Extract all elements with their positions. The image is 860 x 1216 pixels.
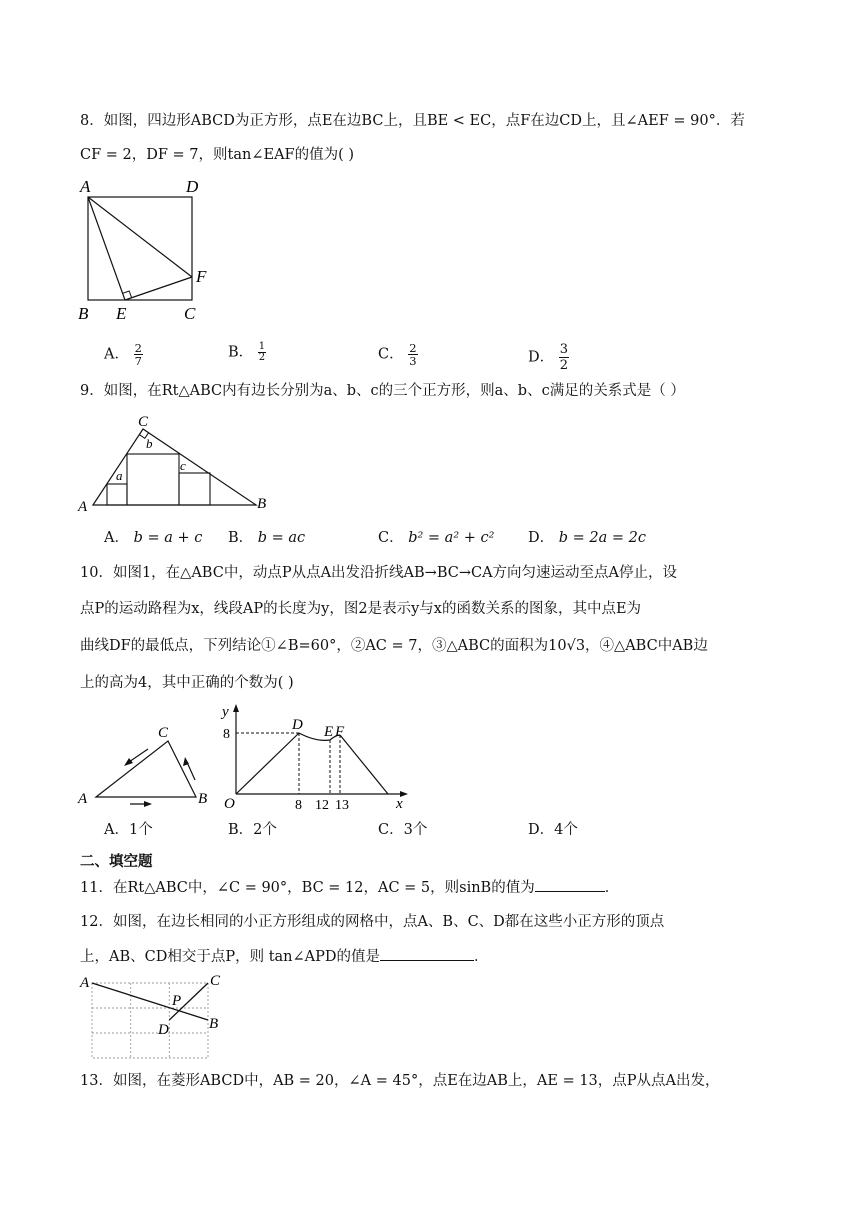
q12-label-b: B [209,1016,219,1032]
q10-fig2-tick-x12: 12 [315,798,329,813]
q9-label-small-c: c [180,458,186,473]
q9-label-small-b: b [146,436,153,451]
q10-fig2-label-y: y [222,704,229,720]
q8-option-c-num: 2 [409,341,417,355]
q10-option-c-text: 3个 [403,822,428,838]
q10-fig2-label-x: x [396,796,403,812]
q10-option-a-text: 1个 [128,822,153,838]
q9-label-small-a: a [116,468,123,483]
q10-fig2-label-e: E [324,724,334,740]
q8-label-f: F [196,267,207,286]
q9-option-d-letter: D． [528,530,555,546]
q9-option-c-text: b² = a² + c² [408,530,495,546]
q13-line-1: 13．如图，在菱形ABCD中，AB = 20，∠A = 45°，点E在边AB上，AE = 13，点P从点A出发， [80,1073,720,1089]
q12-grid-figure [78,970,228,1065]
q9-option-a-text: b = a + c [133,530,203,546]
q9-option-c-letter: C． [378,530,404,546]
q8-option-c-letter: C． [378,346,404,363]
q9-label-b: B [257,496,267,512]
q8-option-b-letter: B． [228,344,254,361]
q10-line-1: 10．如图1，在△ABC中，动点P从点A出发沿折线AB→BC→CA方向匀速运动至点A停止，设 [80,565,678,581]
q9-option-b-text: b = ac [257,530,306,546]
q9-option-a[interactable] [104,528,202,548]
q8-square-figure [78,175,218,325]
q9-option-a-letter: A． [104,530,129,546]
q10-line-4: 上的高为4，其中正确的个数为( ) [80,675,294,691]
q10-line-2: 点P的运动路程为x，线段AP的长度为y，图2是表示y与x的函数关系的图象，其中点E为 [80,601,642,617]
q10-option-b-letter: B． [228,822,254,838]
q8-option-d-letter: D． [528,349,555,366]
q8-option-d[interactable] [528,342,569,373]
q11-answer-blank[interactable] [535,877,605,892]
q12-label-d: D [158,1022,169,1038]
q10-fig2-label-d: D [292,717,303,733]
q9-label-c: C [138,414,149,430]
q10-option-d-text: 4个 [554,822,578,838]
q8-label-d: D [186,177,199,196]
q8-option-a-letter: A． [104,346,129,363]
q10-option-a[interactable] [104,820,153,840]
q12-answer-blank[interactable] [380,946,474,961]
q8-option-c-den: 3 [409,354,417,368]
q10-option-c-letter: C． [378,822,404,838]
q10-fig1-label-a: A [78,791,88,807]
q8-label-c: C [184,304,196,323]
q10-option-c[interactable] [378,820,427,840]
q10-figure-2-graph [218,698,418,818]
q8-option-c[interactable] [378,342,418,367]
q8-option-b-num: 1 [258,341,266,352]
q11-text: 11．在Rt△ABC中，∠C = 90°，BC = 12，AC = 5，则sinB的值为 [80,880,535,896]
q8-line-2: CF = 2，DF = 7，则tan∠EAF的值为( ) [80,147,355,163]
q9-triangle-figure [78,410,278,515]
q8-option-c-fraction [408,342,417,367]
q8-option-b-fraction [258,342,266,363]
q10-fig2-label-f: F [335,724,345,740]
q12-label-p: P [172,993,182,1009]
q10-fig1-label-c: C [158,725,169,741]
q9-option-c[interactable] [378,528,494,548]
section-fill-in-heading: 二、填空题 [80,854,153,870]
q12-label-c: C [210,973,221,989]
q8-option-b[interactable] [228,342,266,363]
q10-line-3: 曲线DF的最低点，下列结论①∠B=60°，②AC = 7，③△ABC的面积为10√3，④△ABC中AB边 [80,638,708,654]
q10-fig2-tick-y8: 8 [223,727,230,742]
q8-option-d-fraction [559,342,569,373]
q9-option-b-letter: B． [228,530,254,546]
q12-text: 上，AB、CD相交于点P，则 tan∠APD的值是 [80,949,381,965]
q11-end: ． [604,880,620,896]
q10-option-d[interactable] [528,820,578,840]
q10-fig2-tick-x13: 13 [335,798,349,813]
q8-label-a: A [80,177,91,196]
q8-label-b: B [78,304,89,323]
q9-label-a: A [78,499,88,515]
q8-option-a-num: 2 [134,341,142,355]
q8-option-a-fraction [134,342,143,367]
q12-label-a: A [80,975,90,991]
q10-option-b[interactable] [228,820,277,840]
q11-line-1 [80,877,619,898]
q10-option-b-text: 2个 [253,822,277,838]
q10-figure-1-triangle [78,722,218,812]
q8-label-e: E [116,304,127,323]
q8-option-d-num: 3 [559,342,569,357]
q9-option-d-text: b = 2a = 2c [558,530,646,546]
q10-fig2-tick-x8: 8 [295,798,302,813]
q10-option-d-letter: D． [528,822,555,838]
q10-fig1-label-b: B [198,791,208,807]
q8-option-b-den: 2 [258,352,266,363]
q12-line-2 [80,946,489,967]
q12-end: ． [474,949,489,965]
q9-option-d[interactable] [528,528,646,548]
q12-line-1: 12．如图，在边长相同的小正方形组成的网格中，点A、B、C、D都在这些小正方形的顶点 [80,914,665,930]
q8-option-a[interactable] [104,342,143,367]
q9-option-b[interactable] [228,528,305,548]
q10-option-a-letter: A． [104,822,129,838]
q8-option-a-den: 7 [134,354,142,368]
q10-fig2-label-o: O [224,796,235,812]
q8-line-1: 8．如图，四边形ABCD为正方形，点E在边BC上，且BE < EC，点F在边CD上，且∠AEF = 90°．若 [80,113,745,129]
q9-line-1: 9．如图，在Rt△ABC内有边长分别为a、b、c的三个正方形，则a、b、c满足的关系式是（ ） [80,383,685,399]
q8-option-d-den: 2 [559,358,569,373]
